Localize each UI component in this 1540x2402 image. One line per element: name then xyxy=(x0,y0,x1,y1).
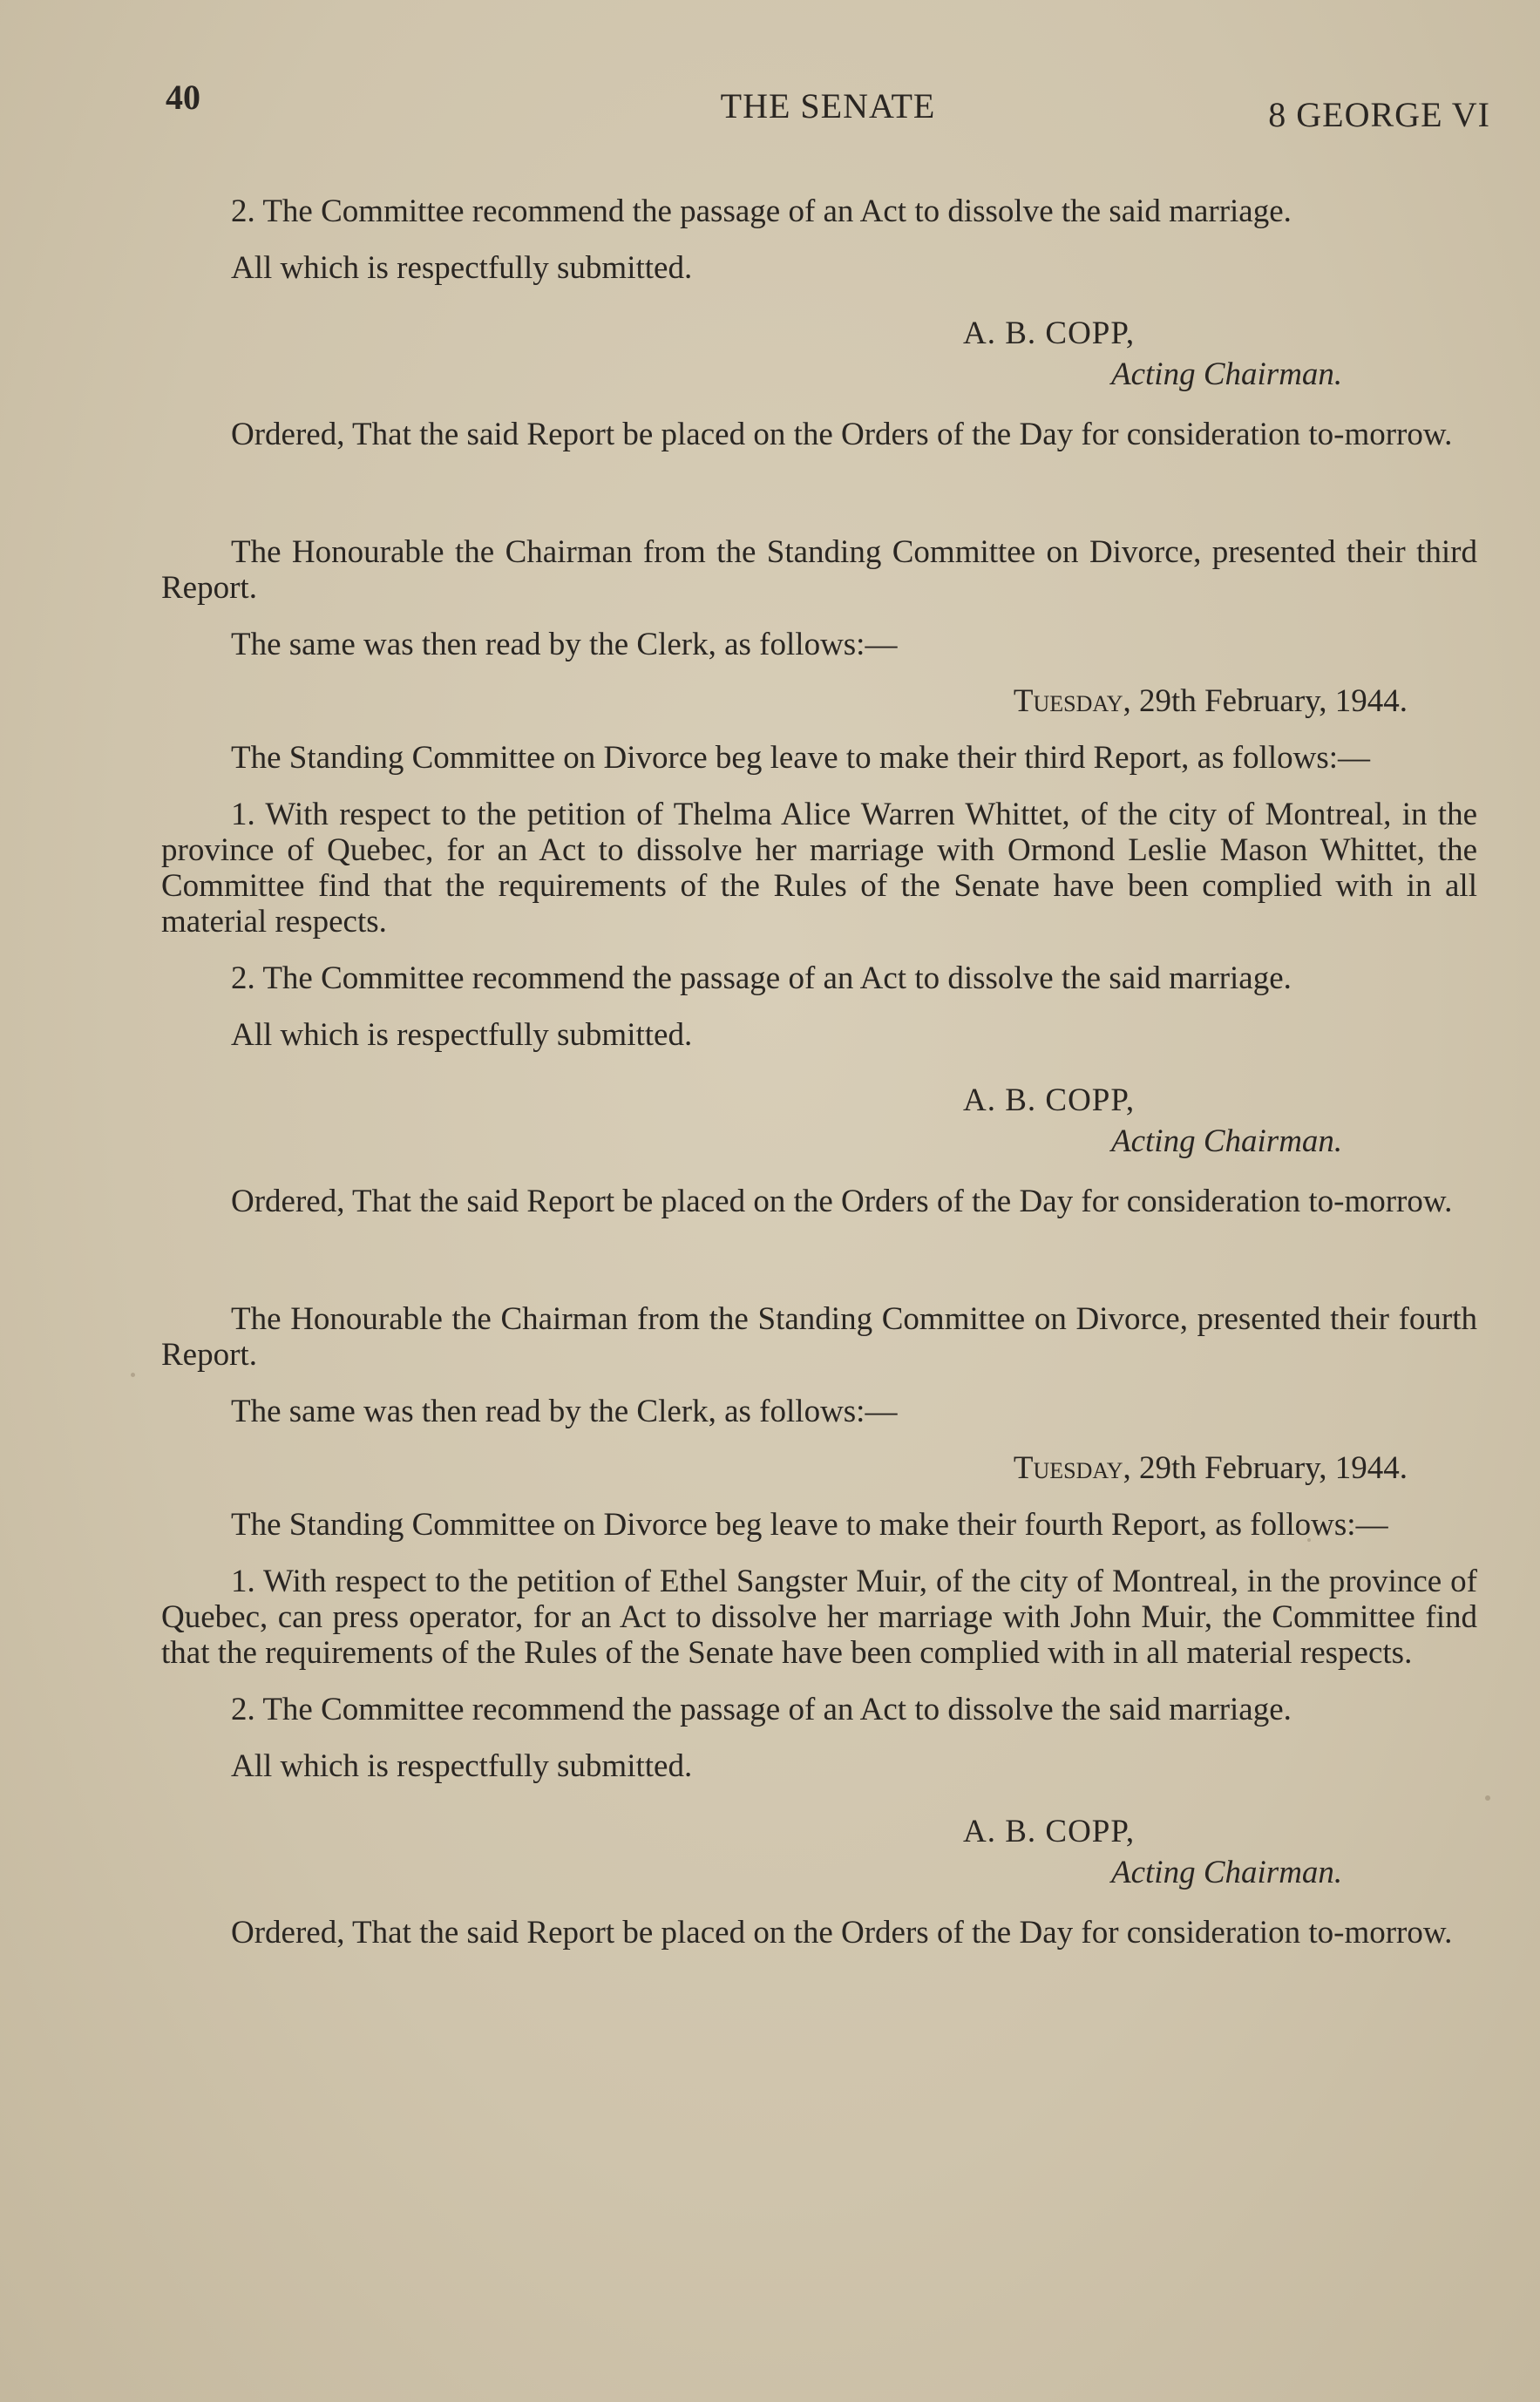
third-report-item-2: 2. The Committee recommend the passage of an Act to dissolve the said marriage. xyxy=(231,960,1292,996)
running-title: THE SENATE xyxy=(720,86,936,126)
section-spacer xyxy=(161,1240,1477,1301)
page-number: 40 xyxy=(166,78,200,117)
paper-speck xyxy=(1485,1795,1490,1801)
page-header xyxy=(166,77,1490,134)
signatory-title: Acting Chairman. xyxy=(1111,356,1343,392)
date-weekday: Tuesday, xyxy=(1013,683,1131,719)
session-label: 8 GEORGE VI xyxy=(1268,95,1490,134)
signatory-title: Acting Chairman. xyxy=(1111,1123,1343,1159)
signatory-name: A. B. COPP, xyxy=(963,316,1136,351)
signatory-name: A. B. COPP, xyxy=(963,1814,1136,1849)
paper-speck xyxy=(131,1373,135,1377)
third-report-intro: The Honourable the Chairman from the Standing Committee on Divorce, presented their third Report. xyxy=(161,534,1477,606)
section-spacer xyxy=(161,473,1477,534)
recommend-paragraph: 2. The Committee recommend the passage of an Act to dissolve the said marriage. xyxy=(231,193,1292,229)
fourth-report-submitted: All which is respectfully submitted. xyxy=(231,1748,693,1784)
signatory-title: Acting Chairman. xyxy=(1111,1855,1343,1890)
third-report-leave: The Standing Committee on Divorce beg leave to make their third Report, as follows:— xyxy=(231,740,1371,776)
fourth-report-item-2: 2. The Committee recommend the passage of an Act to dissolve the said marriage. xyxy=(231,1692,1292,1727)
signatory-name: A. B. COPP, xyxy=(963,1082,1136,1118)
third-report-ordered: Ordered, That the said Report be placed on the Orders of the Day for consideration to-morrow. xyxy=(231,1184,1453,1219)
fourth-report-ordered: Ordered, That the said Report be placed on the Orders of the Day for consideration to-morrow. xyxy=(231,1915,1453,1951)
third-report-submitted: All which is respectfully submitted. xyxy=(231,1017,693,1053)
ordered-paragraph: Ordered, That the said Report be placed on the Orders of the Day for consideration to-morrow. xyxy=(231,417,1453,452)
fourth-report-item-1: 1. With respect to the petition of Ethel Sangster Muir, of the city of Montreal, in the province of Quebec, can press operator, for an Act to dissolve her marriage with John Muir, the Committee find that the requirements of the Rules of the Senate have been complied with in all material respects. xyxy=(161,1564,1477,1671)
third-report-read-line: The same was then read by the Clerk, as follows:— xyxy=(231,627,898,662)
fourth-report-leave: The Standing Committee on Divorce beg leave to make their fourth Report, as follows:— xyxy=(231,1507,1388,1543)
date-weekday: Tuesday, xyxy=(1013,1450,1131,1486)
page-body xyxy=(161,193,1477,1971)
fourth-report-intro: The Honourable the Chairman from the Standing Committee on Divorce, presented their fourth Report. xyxy=(161,1301,1477,1373)
fourth-report-date xyxy=(161,1450,1477,1486)
submitted-line: All which is respectfully submitted. xyxy=(231,250,693,286)
third-report-item-1: 1. With respect to the petition of Thelma Alice Warren Whittet, of the city of Montreal, in the province of Quebec, for an Act to dissolve her marriage with Ormond Leslie Mason Whittet, the Committee find that the requirements of the Rules of the Senate have been complied with in all material respects. xyxy=(161,797,1477,940)
fourth-report-read-line: The same was then read by the Clerk, as follows:— xyxy=(231,1394,898,1429)
date-text: 29th February, 1944. xyxy=(1130,1450,1408,1486)
third-report-date xyxy=(161,683,1477,719)
date-text: 29th February, 1944. xyxy=(1130,683,1408,719)
